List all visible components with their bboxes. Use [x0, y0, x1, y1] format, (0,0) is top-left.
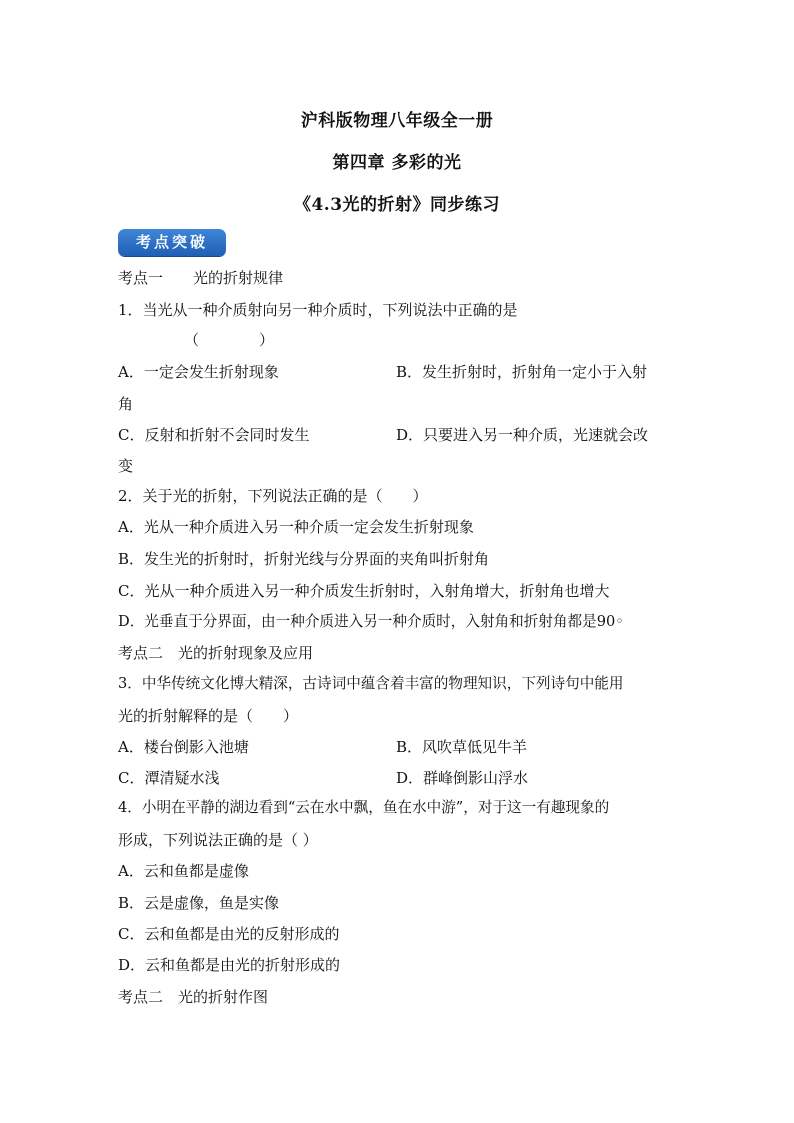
question-1-answer-blank: （ ）: [184, 331, 275, 349]
question-1-option-b-wrap: 角: [118, 395, 134, 413]
chapter-title: 第四章 多彩的光: [332, 153, 462, 173]
question-1-option-c: C．反射和折射不会同时发生: [118, 426, 310, 444]
question-3-option-b: B．风吹草低见牛羊: [396, 738, 528, 756]
question-2-stem: 2．关于光的折射，下列说法正确的是（ ）: [118, 487, 428, 505]
question-2-option-d: D．光垂直于分界面，由一种介质进入另一种介质时，入射角和折射角都是90◦: [118, 613, 624, 630]
question-2-option-b: B．发生光的折射时，折射光线与分界面的夹角叫折射角: [118, 550, 490, 568]
section-title: 《4.3光的折射》同步练习: [293, 195, 501, 215]
question-4-stem-line-2: 形成，下列说法正确的是（ ）: [118, 831, 318, 849]
question-4-stem-line-1: 4．小明在平静的湖边看到“云在水中飘，鱼在水中游”，对于这一有趣现象的: [118, 799, 610, 816]
question-4-option-c: C．云和鱼都是由光的反射形成的: [118, 925, 340, 943]
question-1-option-b: B．发生折射时，折射角一定小于入射: [396, 363, 648, 381]
question-1-option-a: A．一定会发生折射现象: [118, 363, 279, 381]
topic-badge: 考点突破: [118, 229, 226, 256]
question-1-stem: 1．当光从一种介质射向另一种介质时，下列说法中正确的是: [118, 301, 518, 319]
book-title: 沪科版物理八年级全一册: [300, 111, 494, 131]
topic-heading-1: 考点一 光的折射规律: [118, 269, 284, 287]
question-4-option-b: B．云是虚像，鱼是实像: [118, 894, 280, 912]
question-4-option-d: D．云和鱼都是由光的折射形成的: [118, 956, 341, 974]
question-3-stem-line-1: 3．中华传统文化博大精深，古诗词中蕴含着丰富的物理知识，下列诗句中能用: [118, 675, 624, 692]
topic-heading-2: 考点二 光的折射现象及应用: [118, 644, 314, 662]
question-4-option-a: A．云和鱼都是虚像: [118, 862, 249, 880]
question-3-option-c: C．潭清疑水浅: [118, 769, 220, 787]
question-3-stem-line-2: 光的折射解释的是（ ）: [118, 707, 299, 725]
question-1-option-d-wrap: 变: [118, 457, 134, 475]
question-3-option-a: A．楼台倒影入池塘: [118, 738, 249, 756]
question-2-option-c: C．光从一种介质进入另一种介质发生折射时，入射角增大，折射角也增大: [118, 582, 610, 600]
question-3-option-d: D．群峰倒影山浮水: [396, 769, 529, 787]
question-2-option-a: A．光从一种介质进入另一种介质一定会发生折射现象: [118, 518, 474, 536]
question-1-option-d: D．只要进入另一种介质，光速就会改: [396, 426, 649, 444]
topic-heading-3: 考点二 光的折射作图: [118, 988, 269, 1006]
